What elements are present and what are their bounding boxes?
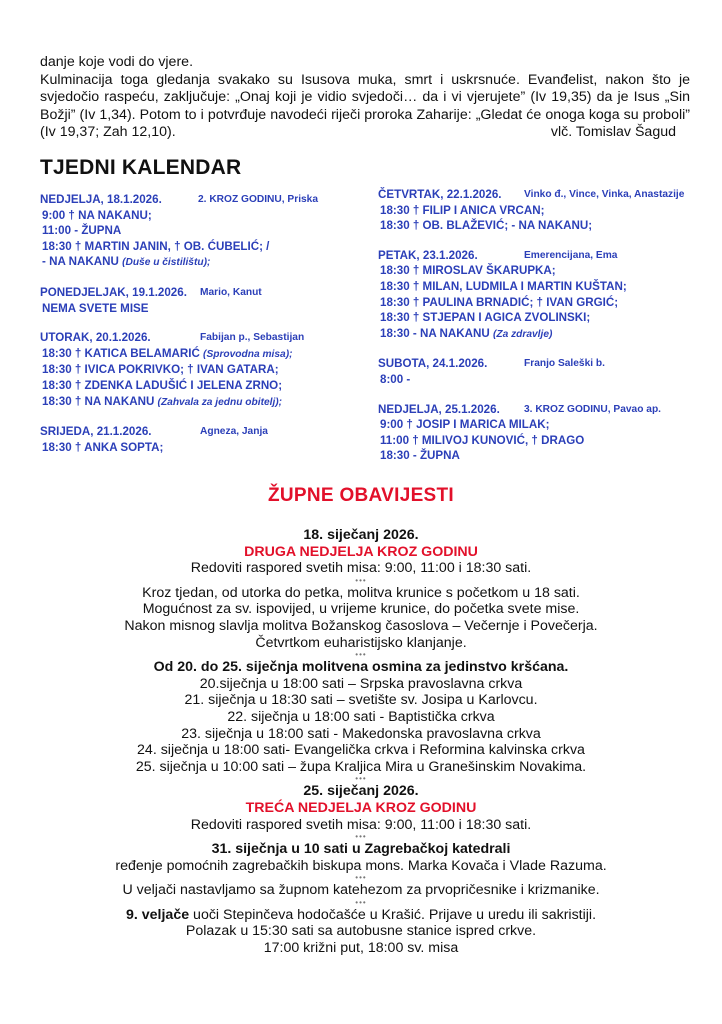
mass-intention: 9:00 † JOSIP I MARICA MILAK; xyxy=(380,418,550,432)
announcement-line: ređenje pomoćnih zagrebačkih biskupa mons. Marka Kovača i Vlade Razuma. xyxy=(115,857,607,874)
mass-intention: 18:30 † PAULINA BRNADIĆ; † IVAN GRGIĆ; xyxy=(380,295,619,309)
mass-entry xyxy=(40,239,340,255)
day-saint: Vinko đ., Vince, Vinka, Anastazije xyxy=(524,189,685,200)
day-saint: Agneza, Janja xyxy=(200,426,268,438)
mass-entry xyxy=(40,362,340,378)
calendar-day xyxy=(40,285,340,316)
mass-note: (Sprovodna misa); xyxy=(203,348,293,360)
calendar-day xyxy=(378,356,698,387)
mass-entry xyxy=(378,263,698,279)
day-heading xyxy=(40,192,340,208)
mass-entry xyxy=(40,254,340,271)
mass-note: (Duše u čistilištu); xyxy=(122,257,211,269)
mass-intention: 9:00 † NA NAKANU; xyxy=(42,208,152,222)
mass-entry xyxy=(378,218,698,234)
announcement-line: 18. siječanj 2026. xyxy=(303,527,419,543)
mass-entry xyxy=(378,295,698,311)
day-saint: Emerencijana, Ema xyxy=(524,249,618,261)
day-date: NEDJELJA, 25.1.2026. xyxy=(378,402,500,416)
announcement-line: Nakon misnog slavlja molitva Božanskog časoslova – Večernje i Povečerja. xyxy=(124,617,598,634)
day-heading xyxy=(40,330,340,346)
mass-intention: 18:30 - ŽUPNA xyxy=(380,449,460,463)
mass-entry xyxy=(378,448,698,464)
mass-intention: 18:30 † ANKA SOPTA; xyxy=(42,440,164,454)
announcement-line: TREĆA NEDJELJA KROZ GODINU xyxy=(245,799,477,816)
announcement-line: 21. siječnja u 18:30 sati – svetište sv. Josipa u Karlovcu. xyxy=(184,692,538,709)
day-date: SRIJEDA, 21.1.2026. xyxy=(40,425,152,439)
mass-entry xyxy=(40,346,340,363)
mass-intention: 18:30 † KATICA BELAMARIĆ xyxy=(42,346,204,360)
calendar-title: TJEDNI KALENDAR xyxy=(40,156,242,179)
mass-note: (Zahvala za jednu obitelj); xyxy=(157,396,283,408)
separator: ••• xyxy=(355,832,367,842)
day-date: PONEDJELJAK, 19.1.2026. xyxy=(40,285,187,299)
day-saint: Franjo Saleški b. xyxy=(524,358,605,370)
mass-note: (Za zdravlje) xyxy=(492,328,553,340)
day-heading xyxy=(378,248,698,264)
mass-intention: 18:30 † OB. BLAŽEVIĆ; - NA NAKANU; xyxy=(380,219,593,233)
mass-entry xyxy=(378,310,698,326)
separator: ••• xyxy=(355,575,367,585)
mass-entry xyxy=(40,223,340,239)
day-date: UTORAK, 20.1.2026. xyxy=(40,331,151,345)
day-heading xyxy=(378,402,698,418)
day-heading xyxy=(378,187,698,203)
mass-intention: 18:30 † MARTIN JANIN, † OB. ĆUBELIĆ; / xyxy=(42,239,270,253)
announcement-date: 9. veljače xyxy=(125,906,190,923)
mass-entry xyxy=(40,440,340,456)
separator: ••• xyxy=(355,873,367,883)
mass-entry xyxy=(378,417,698,433)
calendar-day xyxy=(40,330,340,410)
day-saint: 2. KROZ GODINU, Priska xyxy=(198,194,319,205)
mass-entry xyxy=(378,372,698,388)
announcement-line: 31. siječnja u 10 sati u Zagrebačkoj katedrali xyxy=(211,841,511,858)
mass-intention: 11:00 † MILIVOJ KUNOVIĆ, † DRAGO xyxy=(380,433,585,447)
day-saint: 3. KROZ GODINU, Pavao ap. xyxy=(524,403,661,415)
announcement-text: uoči Stepinčeva hodočašće u Krašić. Prijave u uredu ili sakristiji. xyxy=(189,906,597,923)
intro-line: danje koje vodi do vjere. xyxy=(40,54,194,70)
mass-entry xyxy=(40,394,340,411)
calendar-day xyxy=(40,192,340,271)
announcement-line xyxy=(0,907,722,924)
mass-intention: 18:30 † MILAN, LUDMILA I MARTIN KUŠTAN; xyxy=(380,279,627,293)
mass-entry xyxy=(40,378,340,394)
day-date: NEDJELJA, 18.1.2026. xyxy=(40,193,162,206)
mass-intention: 18:30 † IVICA POKRIVKO; † IVAN GATARA; xyxy=(42,363,279,377)
announcement-line: DRUGA NEDJELJA KROZ GODINU xyxy=(244,543,478,560)
mass-entry xyxy=(378,203,698,219)
mass-intention: 18:30 † ZDENKA LADUŠIĆ I JELENA ZRNO; xyxy=(42,378,283,392)
announcement-line: 17:00 križni put, 18:00 sv. misa xyxy=(263,940,459,957)
calendar-day xyxy=(40,424,340,455)
mass-intention: 18:30 - NA NAKANU xyxy=(380,326,493,340)
calendar-right-column xyxy=(378,187,698,478)
mass-intention: 18:30 † NA NAKANU xyxy=(42,394,158,408)
mass-intention: 11:00 - ŽUPNA xyxy=(42,224,122,238)
announcement-line: Mogućnost za sv. ispovijed, u vrijeme krunice, do početka svete mise. xyxy=(142,601,580,618)
day-heading xyxy=(40,285,340,301)
announcement-line: Redoviti raspored svetih misa: 9:00, 11:00 i 18:30 sati. xyxy=(190,816,532,833)
day-date: PETAK, 23.1.2026. xyxy=(378,248,478,262)
announcement-line: 25. siječnja u 10:00 sati – župa Kraljica Mira u Granešinskim Novakima. xyxy=(135,758,587,775)
day-heading xyxy=(40,424,340,440)
announcement-line: Četvrtkom euharistijsko klanjanje. xyxy=(255,634,467,651)
separator: ••• xyxy=(355,774,367,784)
announcements-title: ŽUPNE OBAVIJESTI xyxy=(267,485,455,506)
announcement-line: U veljači nastavljamo sa župnom katehezom za prvopričesnike i krizmanike. xyxy=(122,882,600,899)
announcement-line: 25. siječanj 2026. xyxy=(303,783,419,800)
day-date: SUBOTA, 24.1.2026. xyxy=(378,357,488,371)
mass-entry xyxy=(40,301,340,317)
day-saint: Fabijan p., Sebastijan xyxy=(200,332,305,344)
mass-entry xyxy=(378,433,698,449)
calendar-day xyxy=(378,187,698,234)
intro-paragraph: Kulminacija toga gledanja svakako su Isusova muka, smrt i uskrsnuće. Evanđelist, nakon što je svjedočio raspeću, zaključuje: „Onaj koji je vidio svjedoči… da i vi vjerujete” (Iv 19,35) da je Isus „Sin Božji” (Iv 1,34). Potom to i potvrđuje navodeći riječi proroka Zaharije: „Gledat će onoga koga su proboli” (Iv 19,37; Zah 12,10). xyxy=(40,71,690,140)
day-date: ČETVRTAK, 22.1.2026. xyxy=(378,188,502,201)
mass-intention: 18:30 † FILIP I ANICA VRCAN; xyxy=(380,203,545,217)
mass-intention: 18:30 † MIROSLAV ŠKARUPKA; xyxy=(380,264,556,278)
announcement-line: 23. siječnja u 18:00 sati - Makedonska pravoslavna crkva xyxy=(181,725,541,742)
announcements xyxy=(0,527,722,957)
separator: ••• xyxy=(355,650,367,660)
mass-entry xyxy=(40,208,340,224)
mass-intention: NEMA SVETE MISE xyxy=(42,301,149,315)
announcement-line: 24. siječnja u 18:00 sati- Evangelička crkva i Reformina kalvinska crkva xyxy=(137,742,585,759)
calendar-day xyxy=(378,248,698,343)
calendar-day xyxy=(378,402,698,464)
mass-entry xyxy=(378,326,698,343)
announcement-line: Redoviti raspored svetih misa: 9:00, 11:00 i 18:30 sati. xyxy=(190,560,532,577)
announcement-line: 20.siječnja u 18:00 sati – Srpska pravoslavna crkva xyxy=(199,675,523,692)
announcement-line: Od 20. do 25. siječnja molitvena osmina za jedinstvo kršćana. xyxy=(153,659,569,676)
announcement-line: Polazak u 15:30 sati sa autobusne stanice ispred crkve. xyxy=(185,923,537,940)
day-saint: Mario, Kanut xyxy=(200,286,262,298)
announcement-line: 22. siječnja u 18:00 sati - Baptistička crkva xyxy=(227,708,495,725)
announcement-line: Kroz tjedan, od utorka do petka, molitva krunice s početkom u 18 sati. xyxy=(142,584,580,601)
intro-text xyxy=(40,54,690,142)
mass-intention: - NA NAKANU xyxy=(42,255,123,269)
mass-intention: 8:00 - xyxy=(380,372,411,386)
mass-entry xyxy=(378,279,698,295)
calendar-left-column xyxy=(40,192,340,469)
separator: ••• xyxy=(355,897,367,907)
mass-intention: 18:30 † STJEPAN I AGICA ZVOLINSKI; xyxy=(380,311,591,325)
day-heading xyxy=(378,356,698,372)
signature: vlč. Tomislav Šagud xyxy=(550,124,676,140)
